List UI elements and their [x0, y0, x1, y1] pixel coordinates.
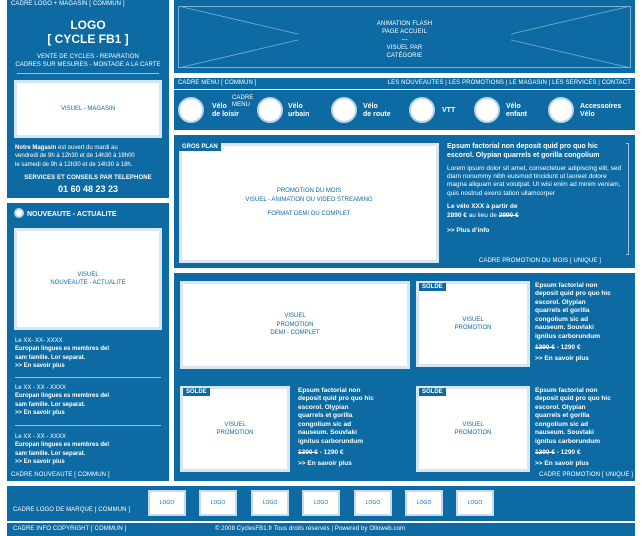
promo-visual-label: VISUEL	[462, 421, 484, 428]
menu-item-label: Vélo	[506, 103, 521, 110]
panel-label: CADRE LOGO + MAGASIN [ COMMUN ]	[11, 1, 125, 7]
promo-item-text	[298, 387, 408, 468]
promo-text-line: congolium sic ad	[535, 315, 589, 323]
promo-old-price: 1390 €	[535, 344, 555, 352]
solde-badge: SOLDE	[419, 283, 446, 291]
menu-item-label: VTT	[442, 107, 456, 114]
promo-item-visual[interactable]	[416, 281, 530, 367]
news-item	[15, 433, 165, 467]
banner-line: ANIMATION FLASH	[376, 21, 433, 27]
promo-text-line: ignitus carborundum	[535, 332, 600, 340]
promo-new-price: - 1290 €	[554, 344, 581, 352]
menu-item-velo-enfant[interactable]	[506, 103, 527, 119]
divider	[15, 377, 161, 378]
menu-item-label: Accessoires	[580, 103, 622, 110]
promo-more-link[interactable]: >> En savoir plus	[535, 354, 589, 362]
menu-item-label: Vélo	[288, 103, 303, 110]
logo-subtext[interactable]: [ CYCLE FB1 ]	[47, 32, 129, 46]
store-hours-text: est ouvert du mardi au	[56, 145, 118, 151]
promo-month-panel	[174, 135, 635, 268]
brand-logo[interactable]: LOGO	[199, 490, 237, 516]
promo-visual-label: PROMOTION	[276, 321, 314, 328]
banner-text	[174, 20, 635, 60]
divider	[15, 425, 161, 426]
news-item	[15, 384, 165, 418]
promo-month-visual[interactable]	[179, 143, 439, 263]
store-hours-bold: Notre Magasin	[15, 145, 57, 151]
news-visual[interactable]	[14, 228, 162, 330]
promo-item-visual[interactable]	[416, 386, 530, 472]
news-text: sam familie. Lor separat.	[15, 401, 86, 408]
news-bullet-icon	[14, 208, 24, 218]
solde-badge: SOLDE	[183, 388, 210, 396]
store-hours-text: vendredi de 9h à 12h30 et de 14h30 à 19h00	[15, 153, 135, 160]
menu-circle-text: MENU	[232, 101, 251, 108]
menu-item-vtt[interactable]	[442, 107, 455, 115]
promo-text-line: Epsum factorial non	[298, 387, 361, 394]
divider	[17, 73, 159, 74]
flash-banner[interactable]	[174, 0, 635, 73]
promo-month-offer-mid: au lieu de	[466, 212, 499, 220]
promo-text-line: Epsum factorial non	[535, 387, 598, 394]
promo-visual-label: DEMI - COMPLET	[270, 330, 320, 337]
promo-text-line: deposit quid pro quo hic	[535, 395, 611, 403]
copyright-label: CADRE INFO COPYRIGHT [ COMMUN ]	[13, 526, 127, 532]
copyright-text: © 2008 CyclesFB1.fr Tous droits réservés | Powered by Olloweb.com	[215, 526, 406, 532]
promo-more-link[interactable]: >> En savoir plus	[535, 459, 589, 467]
news-more-link[interactable]: >> En savoir plus	[15, 363, 65, 370]
logo-text[interactable]: LOGO	[70, 18, 106, 32]
news-date: Le XX - XX - XXXX	[15, 434, 67, 440]
promo-text-line: nauseum. Souvlaki	[535, 324, 594, 332]
brand-logo[interactable]: LOGO	[148, 490, 186, 516]
news-visual-label: NOUVEAUTE - ACTUALITE	[50, 280, 126, 286]
promo-month-offer-text: Le vélo XXX à partir de	[447, 203, 518, 211]
services-heading: SERVICES ET CONSEILS PAR TELEPHONE	[24, 175, 152, 181]
promo-text-line: nauseum. Souvlaki	[298, 429, 357, 437]
tagline: CADRES SUR MESURES - MONTAGE A LA CARTE	[15, 62, 161, 68]
menu-item-label: urbain	[288, 111, 310, 119]
promo-text-line: congolium sic ad	[535, 420, 589, 428]
news-more-link[interactable]: >> En savoir plus	[15, 459, 65, 466]
news-date: Le XX- XX- XXXX	[15, 338, 63, 344]
promo-text-line: deposit quid pro quo hic	[535, 290, 611, 298]
promo-text-line: escorol. Olypian	[535, 298, 586, 306]
news-title: NOUVEAUTE - ACTUALITE	[27, 211, 117, 218]
phone-number[interactable]: 01 60 48 23 23	[57, 184, 119, 194]
news-text: Europan lingues es membres del	[15, 393, 110, 400]
menu-circle-icon[interactable]	[331, 97, 357, 123]
promo-text-line: quarrels et gorilla	[535, 412, 590, 420]
tagline: VENTE DE CYCLES - REPARATION	[37, 54, 139, 60]
news-text: Europan lingues es membres del	[15, 442, 110, 449]
menu-item-label: Vélo	[363, 103, 378, 110]
promo-month-text	[447, 143, 625, 234]
promotions-footer-label: CADRE PROMOTION [ UNIQUE ]	[539, 472, 633, 478]
menu-item-label: de loisir	[212, 111, 239, 119]
promo-text-line: ignitus carborundum	[298, 437, 363, 445]
promo-month-old-price: 2990 €	[498, 212, 519, 220]
store-visual-label: VISUEL - MAGASIN	[60, 105, 116, 112]
menu-circle-icon[interactable]	[178, 97, 204, 123]
news-footer-label: CADRE NOUVEAUTE [ COMMUN ]	[11, 472, 110, 478]
menu-circle-icon[interactable]	[409, 97, 435, 123]
promo-text-line: deposit quid pro quo hic	[298, 395, 374, 403]
promo-more-link[interactable]: >> En savoir plus	[298, 459, 352, 467]
solde-badge: SOLDE	[419, 388, 446, 396]
promotions-panel	[174, 273, 635, 481]
bracket-line	[626, 143, 629, 255]
menu-item-label: Vélo	[580, 111, 595, 119]
promo-old-price: 1390 €	[298, 449, 318, 457]
menu-panel	[174, 78, 635, 130]
news-more-link[interactable]: >> En savoir plus	[15, 410, 65, 417]
promo-month-more-link[interactable]: >> Plus d'info	[447, 226, 490, 234]
copyright-bar	[7, 523, 635, 536]
promo-month-offer	[447, 203, 625, 221]
promo-visual-label: PROMOTION	[454, 430, 492, 436]
promo-text-line: nauseum. Souvlaki	[535, 429, 594, 437]
store-hours	[15, 144, 165, 169]
menu-circle-icon[interactable]	[474, 97, 500, 123]
promo-visual-label: VISUEL	[462, 316, 484, 323]
promo-big-visual[interactable]	[180, 281, 410, 369]
promo-text-line: congolium sic ad	[298, 420, 352, 428]
menu-item-velo-urbain[interactable]	[288, 103, 309, 119]
news-date: Le XX - XX - XXXX	[15, 385, 67, 391]
menu-circle-icon[interactable]	[257, 97, 283, 123]
promo-text-line: escorol. Olypian	[535, 403, 586, 411]
banner-line: —	[401, 37, 408, 44]
promo-visual-label: VISUEL	[284, 313, 306, 320]
promo-item-text	[535, 282, 631, 363]
menu-circle-text: CADRE	[232, 95, 254, 101]
news-text: sam familie. Lor separat.	[15, 354, 86, 361]
promo-text-line: Epsum factorial non	[535, 282, 598, 289]
promo-month-visual-label: PROMOTION DU MOIS	[276, 188, 342, 195]
promo-text-line: quarrels et gorilla	[535, 307, 590, 315]
banner-line: CATÉGORIE	[386, 53, 423, 60]
promo-new-price: - 1290 €	[317, 449, 344, 457]
promo-item-text	[535, 387, 631, 468]
menu-item-velo-route[interactable]	[363, 103, 391, 119]
store-hours-text: le samedi de 9h à 12h30 et de 14h30 à 18h.	[15, 161, 133, 168]
promo-item-visual[interactable]	[180, 386, 290, 472]
promo-month-body: Lorem ipsum dolor sit amet, consectetuer adipiscing elit, sed diam nonummy nibh euismod tincidunt ut laoreet dolore magna aliquam erat volutpat. Ut wisi enim ad minim veniam, quis nostrud exerci tation ullamcorper	[447, 164, 622, 197]
menu-item-velo-loisir[interactable]	[212, 103, 239, 119]
promo-visual-label: PROMOTION	[454, 325, 492, 331]
promo-text-line: ignitus carborundum	[535, 437, 600, 445]
promo-month-title: Epsum factorial non deposit quid pro quo hic escorol. Olypian quarrels et gorilla congolium	[447, 143, 600, 159]
promo-visual-label: VISUEL	[224, 421, 246, 428]
promo-month-visual-label: FORMAT DEMI OU COMPLET	[267, 211, 351, 218]
menu-item-label: Vélo	[212, 103, 227, 110]
menu-label: CADRE MENU [ COMMUN ]	[178, 80, 257, 86]
store-visual[interactable]	[14, 80, 162, 138]
brand-logo[interactable]: LOGO	[302, 490, 340, 516]
brand-label: CADRE LOGO DE MARQUE [ COMMUN ]	[13, 507, 131, 513]
menu-item-accessoires[interactable]	[580, 103, 621, 119]
menu-circle-icon[interactable]	[548, 97, 574, 123]
promo-new-price: - 1290 €	[554, 449, 581, 457]
news-text: Europan lingues es membres del	[15, 346, 110, 353]
brand-logo[interactable]: LOGO	[456, 490, 494, 516]
news-text: sam familie. Lor separat.	[15, 450, 86, 457]
brand-logo[interactable]: LOGO	[354, 490, 392, 516]
promo-visual-label: PROMOTION	[216, 430, 254, 436]
gros-plan-badge: GROS PLAN	[179, 143, 221, 151]
brand-logo[interactable]: LOGO	[251, 490, 289, 516]
news-visual-label: VISUEL	[77, 271, 99, 278]
promo-text-line: escorol. Olypian	[298, 403, 349, 411]
divider	[174, 89, 635, 90]
promo-month-visual-label: VISUEL - ANIMATION OU VIDEO STREAMING	[245, 196, 373, 203]
banner-line: PAGE ACCUEIL	[382, 29, 427, 36]
logo-store-panel	[7, 0, 169, 198]
news-item	[15, 337, 165, 371]
menu-links[interactable]: LES NOUVEAUTES | LES PROMOTIONS | LE MAGASIN | LES SERVICES | CONTACT	[387, 80, 631, 86]
menu-item-label: enfant	[506, 111, 527, 119]
banner-line: VISUEL PAR	[386, 45, 423, 52]
brand-logo[interactable]: LOGO	[405, 490, 443, 516]
menu-item-label: de route	[363, 111, 391, 119]
promo-month-new-price: 2890 €	[447, 212, 467, 220]
promo-text-line: quarrels et gorilla	[298, 412, 353, 420]
promo-old-price: 1390 €	[535, 449, 555, 457]
promo-month-footer-label: CADRE PROMOTION DU MOIS [ UNIQUE ]	[478, 258, 601, 264]
news-panel	[7, 203, 169, 481]
